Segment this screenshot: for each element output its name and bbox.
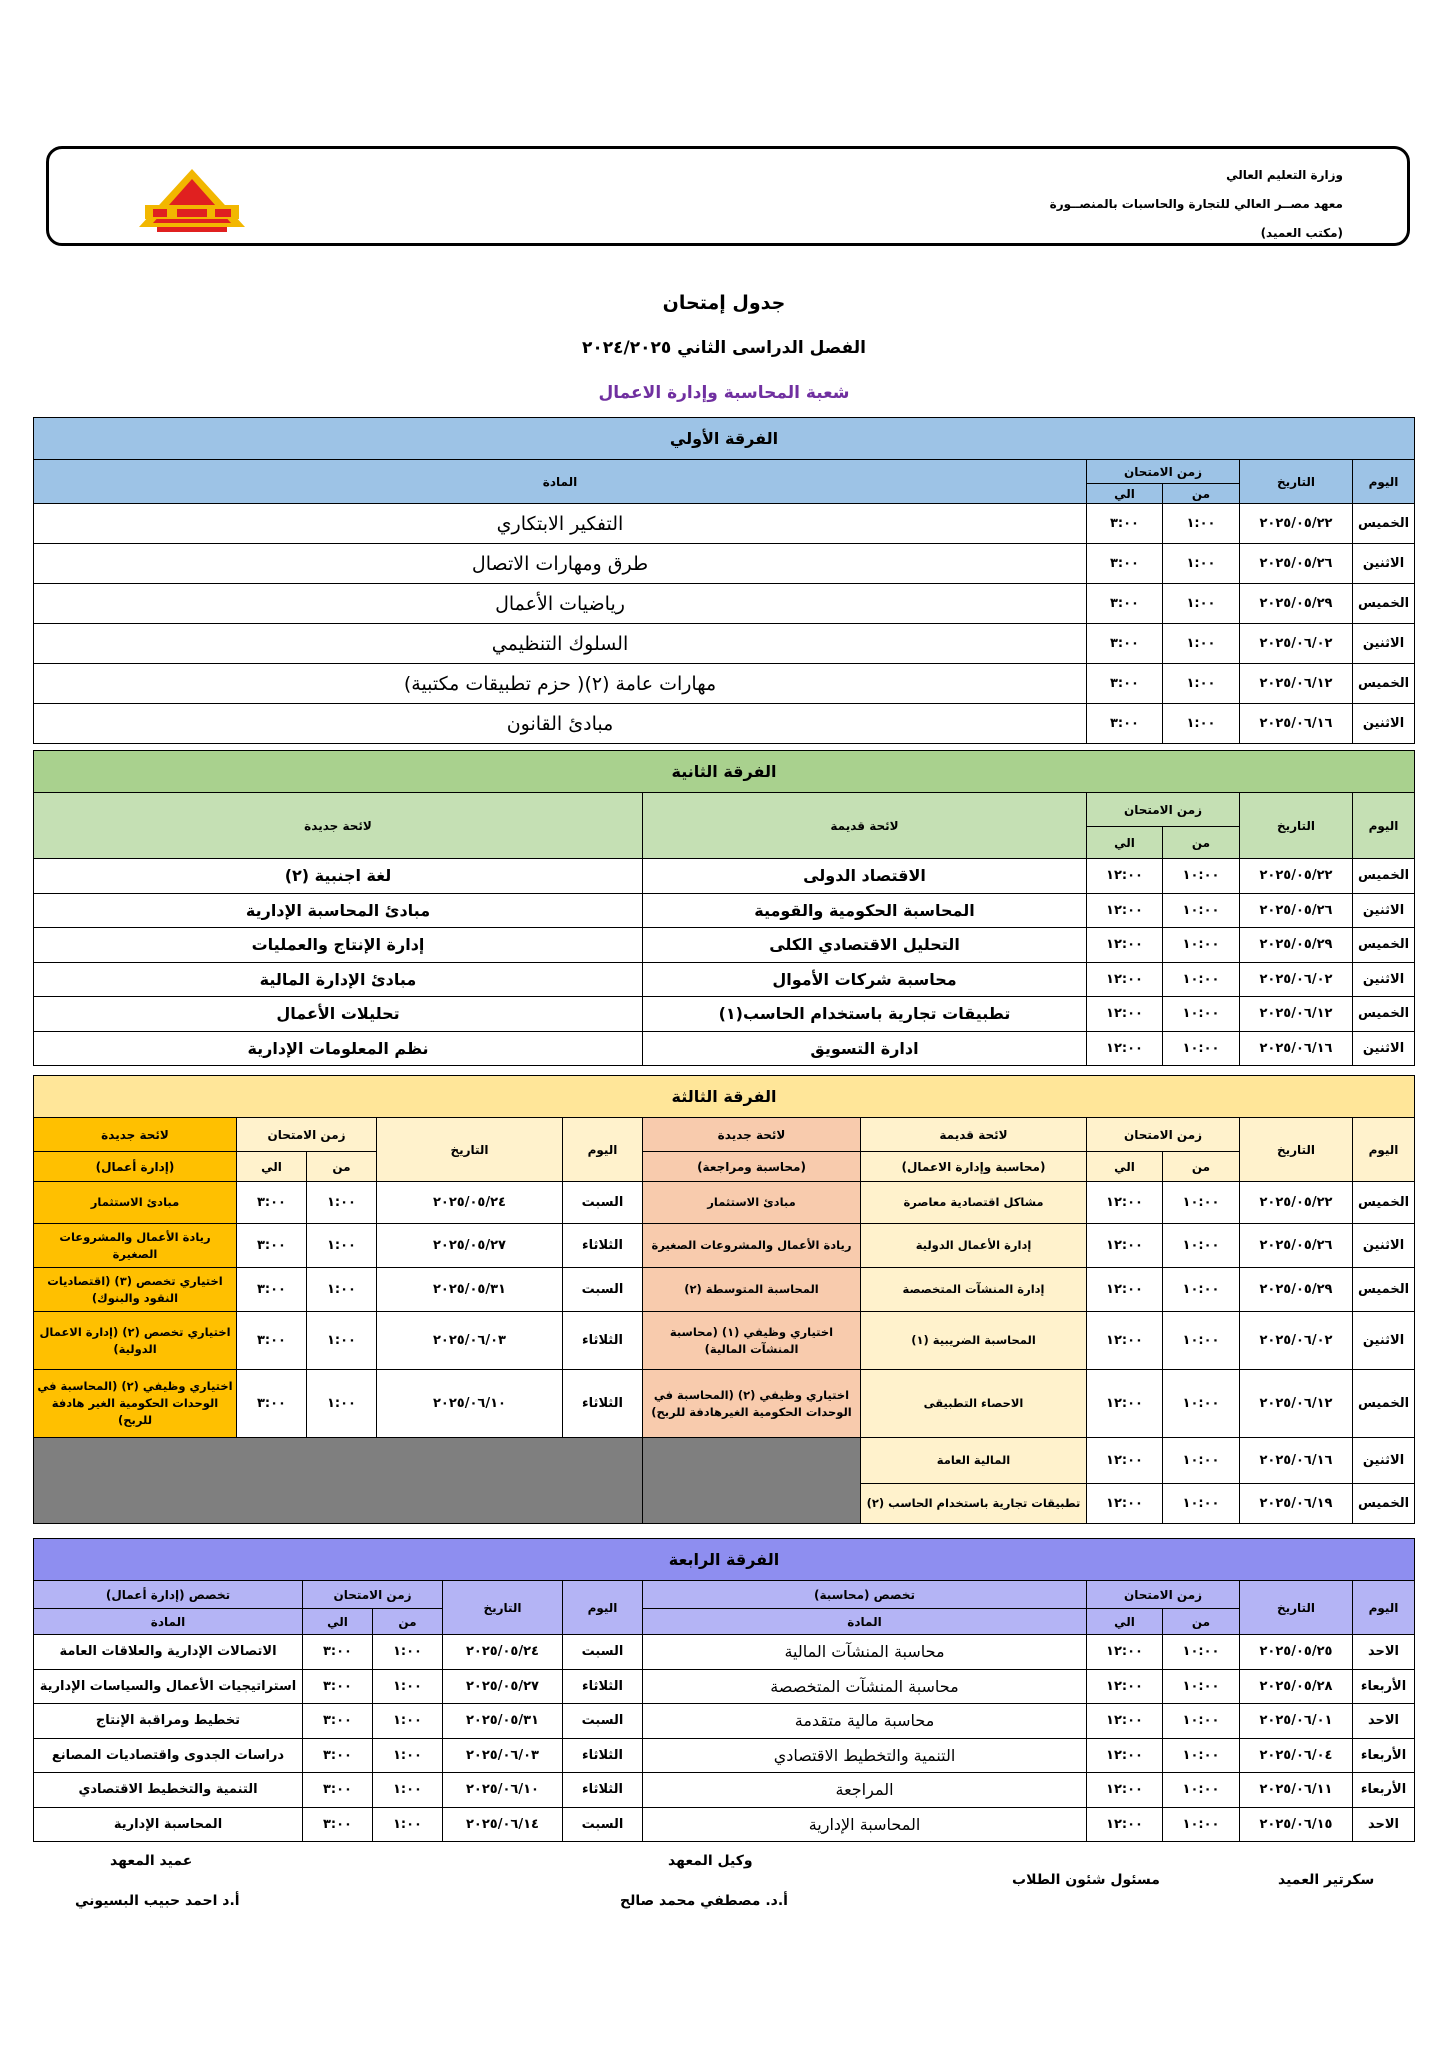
exam-time-header: زمن الامتحان bbox=[1087, 1581, 1240, 1609]
from2-cell: ١:٠٠ bbox=[373, 1738, 443, 1773]
date-cell: ٢٠٢٥/٠٦/٠٢ bbox=[1240, 1312, 1353, 1370]
from-cell: ١٠:٠٠ bbox=[1163, 997, 1240, 1032]
subject-cell: مهارات عامة (٢)( حزم تطبيقات مكتبية) bbox=[34, 664, 1087, 704]
table-row bbox=[34, 1224, 1415, 1268]
from-cell: ١:٠٠ bbox=[1163, 504, 1240, 544]
new-list-cell: مبادئ الإدارة المالية bbox=[34, 962, 643, 997]
subject-cell: طرق ومهارات الاتصال bbox=[34, 544, 1087, 584]
date-cell: ٢٠٢٥/٠٦/١٩ bbox=[1240, 1484, 1353, 1524]
new-list-bus-cell: اختياري تخصص (٢) (إدارة الاعمال الدولية) bbox=[34, 1312, 237, 1370]
to-cell: ١٢:٠٠ bbox=[1087, 1370, 1163, 1438]
date-cell: ٢٠٢٥/٠٥/٢٥ bbox=[1240, 1635, 1353, 1670]
subject-bus-cell: تخطيط ومراقبة الإنتاج bbox=[34, 1704, 303, 1739]
from-cell: ١:٠٠ bbox=[1163, 584, 1240, 624]
subject-bus-cell: دراسات الجدوى واقتصاديات المصانع bbox=[34, 1738, 303, 1773]
to2-header: الي bbox=[237, 1152, 307, 1182]
to-cell: ١٢:٠٠ bbox=[1087, 893, 1163, 928]
to2-cell: ٣:٠٠ bbox=[303, 1773, 373, 1808]
subject-bus-cell: استراتيجيات الأعمال والسياسات الإدارية bbox=[34, 1669, 303, 1704]
secretary-title: سكرتير العميد bbox=[1278, 1872, 1375, 1888]
table-row bbox=[34, 1312, 1415, 1370]
day-cell: الخميس bbox=[1353, 859, 1415, 894]
to2-cell: ٣:٠٠ bbox=[237, 1312, 307, 1370]
table-row bbox=[34, 544, 1415, 584]
to2-cell: ٣:٠٠ bbox=[237, 1370, 307, 1438]
old-list-cell: المحاسبة الضريبية (١) bbox=[861, 1312, 1087, 1370]
table-row bbox=[34, 624, 1415, 664]
date-cell: ٢٠٢٥/٠٥/٢٦ bbox=[1240, 893, 1353, 928]
table-row bbox=[34, 1738, 1415, 1773]
table-row bbox=[34, 584, 1415, 624]
to-cell: ١٢:٠٠ bbox=[1087, 1031, 1163, 1066]
day2-cell: السبت bbox=[563, 1182, 643, 1224]
day2-cell: السبت bbox=[563, 1704, 643, 1739]
day-cell: الأربعاء bbox=[1353, 1738, 1415, 1773]
new-list-cell: إدارة الإنتاج والعمليات bbox=[34, 928, 643, 963]
to-cell: ١٢:٠٠ bbox=[1087, 1182, 1163, 1224]
from2-cell: ١:٠٠ bbox=[373, 1807, 443, 1842]
subject-acc-cell: محاسبة مالية متقدمة bbox=[643, 1704, 1087, 1739]
ministry-name: وزارة التعليم العالي bbox=[1226, 168, 1343, 182]
day-cell: الاثنين bbox=[1353, 893, 1415, 928]
from-cell: ١٠:٠٠ bbox=[1163, 1224, 1240, 1268]
from2-header: من bbox=[373, 1609, 443, 1635]
date-cell: ٢٠٢٥/٠٥/٢٢ bbox=[1240, 859, 1353, 894]
date-cell: ٢٠٢٥/٠٦/١٢ bbox=[1240, 997, 1353, 1032]
date2-cell: ٢٠٢٥/٠٦/١٠ bbox=[443, 1773, 563, 1808]
date2-cell: ٢٠٢٥/٠٥/٢٧ bbox=[377, 1224, 563, 1268]
from2-cell: ١:٠٠ bbox=[307, 1224, 377, 1268]
day-cell: الاحد bbox=[1353, 1704, 1415, 1739]
to2-cell: ٣:٠٠ bbox=[237, 1224, 307, 1268]
subject-cell: السلوك التنظيمي bbox=[34, 624, 1087, 664]
date2-cell: ٢٠٢٥/٠٥/٢٧ bbox=[443, 1669, 563, 1704]
new-list-header: لائحة جديدة bbox=[34, 793, 643, 859]
date-cell: ٢٠٢٥/٠٥/٢٨ bbox=[1240, 1669, 1353, 1704]
to-cell: ١٢:٠٠ bbox=[1087, 1635, 1163, 1670]
to-header: الي bbox=[1087, 1609, 1163, 1635]
day-cell: الخميس bbox=[1353, 664, 1415, 704]
to2-cell: ٣:٠٠ bbox=[237, 1268, 307, 1312]
institute-logo-icon bbox=[127, 165, 257, 237]
from-cell: ١٠:٠٠ bbox=[1163, 1182, 1240, 1224]
date-cell: ٢٠٢٥/٠٦/١٢ bbox=[1240, 664, 1353, 704]
new-list-cell: لغة اجنبية (٢) bbox=[34, 859, 643, 894]
to-cell: ١٢:٠٠ bbox=[1087, 1224, 1163, 1268]
to2-cell: ٣:٠٠ bbox=[303, 1669, 373, 1704]
exam-time-header: زمن الامتحان bbox=[1087, 1118, 1240, 1152]
from-cell: ١٠:٠٠ bbox=[1163, 1438, 1240, 1484]
date2-header: التاريخ bbox=[443, 1581, 563, 1635]
date2-cell: ٢٠٢٥/٠٥/٣١ bbox=[377, 1268, 563, 1312]
table-row bbox=[34, 1370, 1415, 1438]
day-header: اليوم bbox=[1353, 460, 1415, 504]
table-row bbox=[34, 1438, 1415, 1484]
old-list-header: لائحة قديمة bbox=[861, 1118, 1087, 1152]
date-cell: ٢٠٢٥/٠٦/١٦ bbox=[1240, 704, 1353, 744]
to-cell: ٣:٠٠ bbox=[1087, 544, 1163, 584]
day-cell: الاثنين bbox=[1353, 624, 1415, 664]
from-cell: ١٠:٠٠ bbox=[1163, 1807, 1240, 1842]
subject-acc-cell: التنمية والتخطيط الاقتصادي bbox=[643, 1738, 1087, 1773]
semester-title: الفصل الدراسى الثاني ٢٠٢٤/٢٠٢٥ bbox=[581, 338, 867, 358]
from2-cell: ١:٠٠ bbox=[373, 1773, 443, 1808]
date-cell: ٢٠٢٥/٠٦/٠٢ bbox=[1240, 624, 1353, 664]
date-cell: ٢٠٢٥/٠٥/٢٩ bbox=[1240, 584, 1353, 624]
old-list-cell: الاحصاء التطبيقى bbox=[861, 1370, 1087, 1438]
new-list-acc-cell: المحاسبة المتوسطة (٢) bbox=[643, 1268, 861, 1312]
old-list-cell: المحاسبة الحكومية والقومية bbox=[643, 893, 1087, 928]
date-cell: ٢٠٢٥/٠٦/١١ bbox=[1240, 1773, 1353, 1808]
old-list-cell: إدارة الأعمال الدولية bbox=[861, 1224, 1087, 1268]
from-cell: ١٠:٠٠ bbox=[1163, 859, 1240, 894]
from-header: من bbox=[1163, 484, 1240, 504]
to2-cell: ٣:٠٠ bbox=[303, 1635, 373, 1670]
table-row bbox=[34, 664, 1415, 704]
date-cell: ٢٠٢٥/٠٥/٢٦ bbox=[1240, 544, 1353, 584]
from-cell: ١٠:٠٠ bbox=[1163, 893, 1240, 928]
subject-acc-cell: المحاسبة الإدارية bbox=[643, 1807, 1087, 1842]
date-header: التاريخ bbox=[1240, 793, 1353, 859]
institute-name: معهد مصــر العالي للتجارة والحاسبات بالمنصــورة bbox=[1049, 197, 1343, 211]
date-cell: ٢٠٢٥/٠٥/٢٦ bbox=[1240, 1224, 1353, 1268]
header-box bbox=[46, 146, 1410, 246]
from-cell: ١٠:٠٠ bbox=[1163, 928, 1240, 963]
table-row bbox=[34, 1182, 1415, 1224]
day-cell: الخميس bbox=[1353, 928, 1415, 963]
to-cell: ١٢:٠٠ bbox=[1087, 1773, 1163, 1808]
year1-table bbox=[33, 417, 1415, 744]
year2-table bbox=[33, 750, 1415, 1066]
day2-cell: الثلاثاء bbox=[563, 1773, 643, 1808]
to-cell: ٣:٠٠ bbox=[1087, 704, 1163, 744]
day-header: اليوم bbox=[1353, 1118, 1415, 1182]
table-row bbox=[34, 704, 1415, 744]
table-row bbox=[34, 859, 1415, 894]
subject-acc-cell: المراجعة bbox=[643, 1773, 1087, 1808]
to2-cell: ٣:٠٠ bbox=[303, 1807, 373, 1842]
new-list-cell: نظم المعلومات الإدارية bbox=[34, 1031, 643, 1066]
table-row bbox=[34, 997, 1415, 1032]
from2-header: من bbox=[307, 1152, 377, 1182]
vice-dean-name: أ.د. مصطفي محمد صالح bbox=[620, 1893, 788, 1909]
from-cell: ١٠:٠٠ bbox=[1163, 1484, 1240, 1524]
day-header: اليوم bbox=[1353, 1581, 1415, 1635]
spec-bus-header: تخصص (إدارة أعمال) bbox=[34, 1581, 303, 1609]
date-cell: ٢٠٢٥/٠٥/٢٩ bbox=[1240, 1268, 1353, 1312]
from2-cell: ١:٠٠ bbox=[307, 1370, 377, 1438]
day-cell: الاثنين bbox=[1353, 544, 1415, 584]
day-header: اليوم bbox=[1353, 793, 1415, 859]
day-cell: الخميس bbox=[1353, 997, 1415, 1032]
date-header: التاريخ bbox=[1240, 1118, 1353, 1182]
day-cell: الاثنين bbox=[1353, 1031, 1415, 1066]
to2-cell: ٣:٠٠ bbox=[303, 1704, 373, 1739]
from-cell: ١٠:٠٠ bbox=[1163, 1635, 1240, 1670]
from-cell: ١:٠٠ bbox=[1163, 544, 1240, 584]
to-header: الي bbox=[1087, 484, 1163, 504]
to-cell: ١٢:٠٠ bbox=[1087, 997, 1163, 1032]
empty-acc-cell bbox=[643, 1438, 861, 1524]
old-list-cell: ادارة التسويق bbox=[643, 1031, 1087, 1066]
day2-cell: الثلاثاء bbox=[563, 1224, 643, 1268]
old-list-cell: تطبيقات تجارية باستخدام الحاسب(١) bbox=[643, 997, 1087, 1032]
subject-acc-header: المادة bbox=[643, 1609, 1087, 1635]
from-cell: ١٠:٠٠ bbox=[1163, 1773, 1240, 1808]
day-cell: الخميس bbox=[1353, 1268, 1415, 1312]
from-cell: ١٠:٠٠ bbox=[1163, 1268, 1240, 1312]
dean-title: عميد المعهد bbox=[110, 1853, 193, 1869]
year1-title: الفرقة الأولي bbox=[34, 418, 1415, 460]
from-cell: ١٠:٠٠ bbox=[1163, 1669, 1240, 1704]
year2-title: الفرقة الثانية bbox=[34, 751, 1415, 793]
day-cell: الاثنين bbox=[1353, 962, 1415, 997]
date-cell: ٢٠٢٥/٠٦/١٦ bbox=[1240, 1031, 1353, 1066]
table-row bbox=[34, 893, 1415, 928]
from-cell: ١٠:٠٠ bbox=[1163, 962, 1240, 997]
new-list-cell: تحليلات الأعمال bbox=[34, 997, 643, 1032]
exam-time-header: زمن الامتحان bbox=[1087, 460, 1240, 484]
to-cell: ٣:٠٠ bbox=[1087, 504, 1163, 544]
to-cell: ١٢:٠٠ bbox=[1087, 1484, 1163, 1524]
to-cell: ٣:٠٠ bbox=[1087, 664, 1163, 704]
from2-cell: ١:٠٠ bbox=[373, 1704, 443, 1739]
year4-title: الفرقة الرابعة bbox=[34, 1539, 1415, 1581]
table-row bbox=[34, 928, 1415, 963]
day2-header: اليوم bbox=[563, 1581, 643, 1635]
date-cell: ٢٠٢٥/٠٦/٠١ bbox=[1240, 1704, 1353, 1739]
day2-cell: السبت bbox=[563, 1268, 643, 1312]
day-cell: الاثنين bbox=[1353, 704, 1415, 744]
day-cell: الخميس bbox=[1353, 584, 1415, 624]
day2-cell: الثلاثاء bbox=[563, 1669, 643, 1704]
from2-cell: ١:٠٠ bbox=[373, 1669, 443, 1704]
subject-cell: رياضيات الأعمال bbox=[34, 584, 1087, 624]
subject-bus-cell: التنمية والتخطيط الاقتصادي bbox=[34, 1773, 303, 1808]
date2-cell: ٢٠٢٥/٠٥/٢٤ bbox=[443, 1635, 563, 1670]
year4-table bbox=[33, 1538, 1415, 1842]
from2-cell: ١:٠٠ bbox=[307, 1182, 377, 1224]
date2-cell: ٢٠٢٥/٠٦/١٠ bbox=[377, 1370, 563, 1438]
from-cell: ١٠:٠٠ bbox=[1163, 1738, 1240, 1773]
new-list-acc-cell: اختياري وظيفي (٢) (المحاسبة في الوحدات الحكومية الغيرهادفة للربح) bbox=[643, 1370, 861, 1438]
to-cell: ١٢:٠٠ bbox=[1087, 1807, 1163, 1842]
subject-cell: مبادئ القانون bbox=[34, 704, 1087, 744]
table-row bbox=[34, 1773, 1415, 1808]
to2-cell: ٣:٠٠ bbox=[303, 1738, 373, 1773]
date-cell: ٢٠٢٥/٠٥/٢٢ bbox=[1240, 504, 1353, 544]
old-list-cell: مشاكل اقتصادية معاصرة bbox=[861, 1182, 1087, 1224]
student-affairs-title: مسئول شئون الطلاب bbox=[1012, 1872, 1160, 1888]
day-cell: الأربعاء bbox=[1353, 1669, 1415, 1704]
from-cell: ١٠:٠٠ bbox=[1163, 1370, 1240, 1438]
page-title: جدول إمتحان bbox=[662, 292, 786, 314]
date2-cell: ٢٠٢٥/٠٦/٠٣ bbox=[443, 1738, 563, 1773]
empty-bus-cell bbox=[34, 1438, 643, 1524]
table-row bbox=[34, 1807, 1415, 1842]
year3-title: الفرقة الثالثة bbox=[34, 1076, 1415, 1118]
new-list-bus-cell: اختياري تخصص (٣) (اقتصاديات النقود والبنوك) bbox=[34, 1268, 237, 1312]
day-cell: الاثنين bbox=[1353, 1438, 1415, 1484]
old-list-cell: تطبيقات تجارية باستخدام الحاسب (٢) bbox=[861, 1484, 1087, 1524]
old-list-cell: محاسبة شركات الأموال bbox=[643, 962, 1087, 997]
date2-cell: ٢٠٢٥/٠٦/٠٣ bbox=[377, 1312, 563, 1370]
day-cell: الأربعاء bbox=[1353, 1773, 1415, 1808]
table-row bbox=[34, 1635, 1415, 1670]
old-list-cell: التحليل الاقتصادي الكلى bbox=[643, 928, 1087, 963]
to-header: الي bbox=[1087, 827, 1163, 859]
day2-cell: الثلاثاء bbox=[563, 1312, 643, 1370]
day2-cell: الثلاثاء bbox=[563, 1738, 643, 1773]
day2-cell: السبت bbox=[563, 1635, 643, 1670]
from-header: من bbox=[1163, 1609, 1240, 1635]
exam-time2-header: زمن الامتحان bbox=[303, 1581, 443, 1609]
header-lines bbox=[1050, 161, 1343, 248]
spec-acc-header: تخصص (محاسبة) bbox=[643, 1581, 1087, 1609]
table-row bbox=[34, 1669, 1415, 1704]
table-row bbox=[34, 504, 1415, 544]
date-cell: ٢٠٢٥/٠٦/٠٤ bbox=[1240, 1738, 1353, 1773]
date-cell: ٢٠٢٥/٠٥/٢٩ bbox=[1240, 928, 1353, 963]
from-header: من bbox=[1163, 827, 1240, 859]
day-cell: الخميس bbox=[1353, 1484, 1415, 1524]
to-cell: ١٢:٠٠ bbox=[1087, 1738, 1163, 1773]
date-cell: ٢٠٢٥/٠٥/٢٢ bbox=[1240, 1182, 1353, 1224]
from2-cell: ١:٠٠ bbox=[373, 1635, 443, 1670]
new-spec-bus-header: (إدارة أعمال) bbox=[34, 1152, 237, 1182]
date-header: التاريخ bbox=[1240, 1581, 1353, 1635]
day-cell: الاثنين bbox=[1353, 1224, 1415, 1268]
to-cell: ١٢:٠٠ bbox=[1087, 1669, 1163, 1704]
to2-header: الي bbox=[303, 1609, 373, 1635]
new-list-acc-cell: ريادة الأعمال والمشروعات الصغيرة bbox=[643, 1224, 861, 1268]
subject-bus-header: المادة bbox=[34, 1609, 303, 1635]
day-cell: الخميس bbox=[1353, 1370, 1415, 1438]
new-list-bus-cell: ريادة الأعمال والمشروعات الصغيرة bbox=[34, 1224, 237, 1268]
from-cell: ١:٠٠ bbox=[1163, 624, 1240, 664]
table-row bbox=[34, 1704, 1415, 1739]
from-cell: ١:٠٠ bbox=[1163, 664, 1240, 704]
from2-cell: ١:٠٠ bbox=[307, 1268, 377, 1312]
day2-header: اليوم bbox=[563, 1118, 643, 1182]
date-cell: ٢٠٢٥/٠٦/١٦ bbox=[1240, 1438, 1353, 1484]
table-row bbox=[34, 1031, 1415, 1066]
date-header: التاريخ bbox=[1240, 460, 1353, 504]
table-row bbox=[34, 962, 1415, 997]
old-list-cell: المالية العامة bbox=[861, 1438, 1087, 1484]
to2-cell: ٣:٠٠ bbox=[237, 1182, 307, 1224]
dean-name: أ.د احمد حبيب البسيوني bbox=[75, 1893, 240, 1909]
day-cell: الخميس bbox=[1353, 504, 1415, 544]
to-header: الي bbox=[1087, 1152, 1163, 1182]
new-list-bus-cell: مبادئ الاستثمار bbox=[34, 1182, 237, 1224]
new-list-bus-header: لائحة جديدة bbox=[34, 1118, 237, 1152]
to-cell: ١٢:٠٠ bbox=[1087, 962, 1163, 997]
old-spec-header: (محاسبة وإدارة الاعمال) bbox=[861, 1152, 1087, 1182]
date-cell: ٢٠٢٥/٠٦/٠٢ bbox=[1240, 962, 1353, 997]
old-list-cell: إدارة المنشآت المتخصصة bbox=[861, 1268, 1087, 1312]
new-list-cell: مبادئ المحاسبة الإدارية bbox=[34, 893, 643, 928]
day2-cell: الثلاثاء bbox=[563, 1370, 643, 1438]
subject-bus-cell: الاتصالات الإدارية والعلاقات العامة bbox=[34, 1635, 303, 1670]
from-cell: ١٠:٠٠ bbox=[1163, 1704, 1240, 1739]
subject-header: المادة bbox=[34, 460, 1087, 504]
to-cell: ١٢:٠٠ bbox=[1087, 859, 1163, 894]
date2-cell: ٢٠٢٥/٠٦/١٤ bbox=[443, 1807, 563, 1842]
to-cell: ٣:٠٠ bbox=[1087, 584, 1163, 624]
new-list-acc-cell: اختياري وظيفي (١) (محاسبة المنشآت المالية) bbox=[643, 1312, 861, 1370]
day2-cell: السبت bbox=[563, 1807, 643, 1842]
to-cell: ١٢:٠٠ bbox=[1087, 1704, 1163, 1739]
old-list-cell: الاقتصاد الدولى bbox=[643, 859, 1087, 894]
exam-time-header: زمن الامتحان bbox=[1087, 793, 1240, 827]
to-cell: ١٢:٠٠ bbox=[1087, 1438, 1163, 1484]
from-cell: ١٠:٠٠ bbox=[1163, 1312, 1240, 1370]
new-list-acc-header: لائحة جديدة bbox=[643, 1118, 861, 1152]
new-list-acc-cell: مبادئ الاستثمار bbox=[643, 1182, 861, 1224]
date-cell: ٢٠٢٥/٠٦/١٥ bbox=[1240, 1807, 1353, 1842]
office-name: (مكتب العميد) bbox=[1260, 226, 1343, 240]
from-cell: ١:٠٠ bbox=[1163, 704, 1240, 744]
from-cell: ١٠:٠٠ bbox=[1163, 1031, 1240, 1066]
to-cell: ١٢:٠٠ bbox=[1087, 1312, 1163, 1370]
vice-dean-title: وكيل المعهد bbox=[668, 1853, 753, 1869]
to-cell: ١٢:٠٠ bbox=[1087, 1268, 1163, 1312]
subject-cell: التفكير الابتكاري bbox=[34, 504, 1087, 544]
from-header: من bbox=[1163, 1152, 1240, 1182]
new-list-bus-cell: اختياري وظيفي (٢) (المحاسبة في الوحدات الحكومية الغير هادفة للربح) bbox=[34, 1370, 237, 1438]
division-title: شعبة المحاسبة وإدارة الاعمال bbox=[598, 383, 850, 403]
date2-header: التاريخ bbox=[377, 1118, 563, 1182]
day-cell: الاحد bbox=[1353, 1635, 1415, 1670]
year3-table bbox=[33, 1075, 1415, 1524]
subject-acc-cell: محاسبة المنشآت المتخصصة bbox=[643, 1669, 1087, 1704]
day-cell: الاثنين bbox=[1353, 1312, 1415, 1370]
day-cell: الاحد bbox=[1353, 1807, 1415, 1842]
exam-time2-header: زمن الامتحان bbox=[237, 1118, 377, 1152]
day-cell: الخميس bbox=[1353, 1182, 1415, 1224]
new-spec-acc-header: (محاسبة ومراجعة) bbox=[643, 1152, 861, 1182]
to-cell: ١٢:٠٠ bbox=[1087, 928, 1163, 963]
from2-cell: ١:٠٠ bbox=[307, 1312, 377, 1370]
subject-bus-cell: المحاسبة الإدارية bbox=[34, 1807, 303, 1842]
date2-cell: ٢٠٢٥/٠٥/٢٤ bbox=[377, 1182, 563, 1224]
date-cell: ٢٠٢٥/٠٦/١٢ bbox=[1240, 1370, 1353, 1438]
date2-cell: ٢٠٢٥/٠٥/٣١ bbox=[443, 1704, 563, 1739]
table-row bbox=[34, 1268, 1415, 1312]
to-cell: ٣:٠٠ bbox=[1087, 624, 1163, 664]
old-list-header: لائحة قديمة bbox=[643, 793, 1087, 859]
subject-acc-cell: محاسبة المنشآت المالية bbox=[643, 1635, 1087, 1670]
